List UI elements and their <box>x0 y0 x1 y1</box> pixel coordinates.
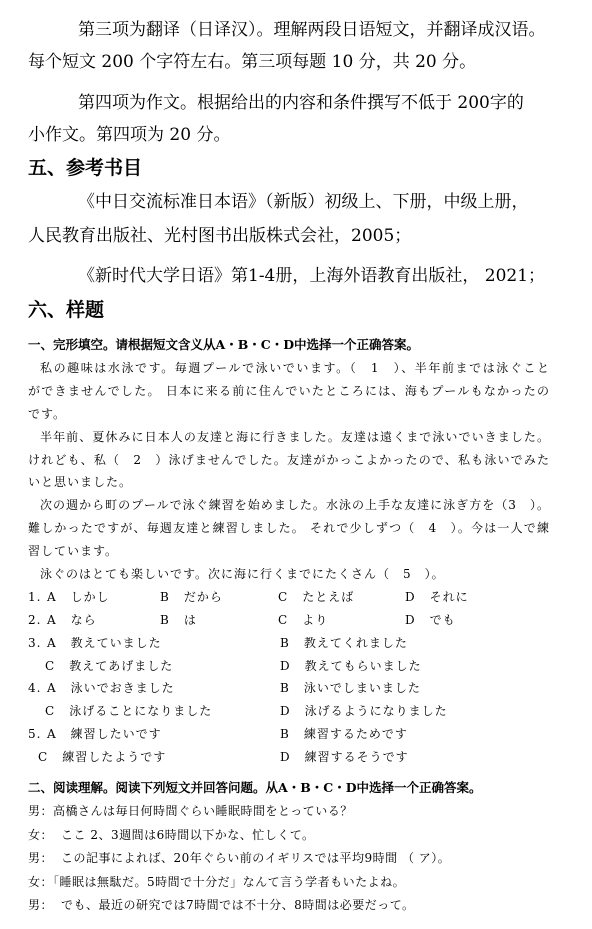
option-d <box>280 746 409 769</box>
references-section <box>0 151 592 293</box>
dialogue-line <box>0 824 592 848</box>
option-a <box>47 586 110 609</box>
passage-line: 私の趣味は水泳です。毎週プールで泳いでいます。（ 1 ）、半年前までは泳ぐこと <box>40 361 550 375</box>
option-letter: D <box>280 750 291 765</box>
question-instruction: 一、完形填空。请根据短文含义从A・B・C・D中选择一个正确答案。 <box>28 337 420 352</box>
option-letter: D <box>280 658 291 673</box>
paragraph-line: 小作文。第四项为 20 分。 <box>28 125 231 145</box>
option-c <box>278 586 354 609</box>
option-text: 泳いでしまいました <box>303 681 421 696</box>
option-text: たとえば <box>302 589 355 604</box>
reference-line: 《中日交流标准日本语》（新版）初级上、下册，中级上册， <box>78 192 529 212</box>
option-text: 教えてくれました <box>303 635 408 650</box>
question-number: 3. <box>28 635 42 650</box>
question-number: 1. <box>28 589 42 604</box>
dialogue-line <box>0 894 592 918</box>
option-letter: D <box>405 612 416 627</box>
reading-section <box>0 769 592 918</box>
option-text: しかし <box>70 589 110 604</box>
option-d <box>405 586 469 609</box>
option-b <box>160 586 223 609</box>
passage-line: 泳ぐのはとても楽しいです。次に海に行くまでにたくさん（ 5 ）。 <box>40 567 445 582</box>
option-text: 泳げることになりました <box>69 704 213 719</box>
option-text: より <box>302 612 329 627</box>
cloze-passage <box>0 357 592 586</box>
passage-line: 半年前、夏休みに日本人の友達と海に行きました。友達は遠くまで泳いでいきました。 <box>40 429 550 444</box>
passage-line: 習しています。 <box>28 544 119 559</box>
option-text: 教えてあげました <box>69 658 174 673</box>
dialogue-text: ここ 2、3週間は6時間以下かな、忙しくて。 <box>61 827 315 842</box>
option-a <box>47 677 175 700</box>
question-5-options-row-1 <box>0 723 592 746</box>
passage-line: 難しかったですが、毎週友達と練習しました。 それで少しずつ（ 4 ）。今は一人で練 <box>28 521 550 536</box>
speaker-label: 男： <box>28 804 54 819</box>
speaker-label: 男： <box>28 851 54 866</box>
option-c <box>45 655 173 678</box>
dialogue-text: この記事によれば、20年ぐらい前のイギリスでは平均9時間 （ ア）。 <box>61 851 451 866</box>
reference-line: 人民教育出版社、光村图书出版株式会社，2005； <box>28 226 412 246</box>
option-text: だから <box>183 589 223 604</box>
passage-line: ができませんでした。 日本に来る前に住んでいたところには、海もプールもなかったの <box>28 383 550 398</box>
dialogue-line <box>0 847 592 871</box>
spacer <box>0 78 592 87</box>
option-letter: C <box>45 704 56 719</box>
option-text: 練習するためです <box>303 727 408 742</box>
question-number: 2. <box>28 612 42 627</box>
passage-line: けれども、私（ 2 ）泳げませんでした。友達がかっこよかったので、私も泳いでみた <box>28 452 550 467</box>
option-b <box>280 677 421 700</box>
option-text: 泳いでおきました <box>70 681 175 696</box>
option-text: は <box>183 612 197 627</box>
option-text: なら <box>70 612 97 627</box>
speaker-label: 女： <box>28 874 54 889</box>
option-letter: A <box>47 635 57 650</box>
option-d <box>405 609 456 632</box>
question-5-options-row-2 <box>0 746 592 769</box>
option-letter: D <box>280 704 291 719</box>
exam-format-section <box>0 14 592 151</box>
option-d <box>280 700 448 723</box>
option-letter: B <box>280 635 290 650</box>
option-text: 教えてもらいました <box>304 658 422 673</box>
option-b <box>280 632 408 655</box>
passage-line: いと思いました。 <box>28 475 133 490</box>
speaker-label: 男： <box>28 898 54 913</box>
question-4-options-row-1 <box>0 677 592 700</box>
option-a <box>47 632 162 655</box>
passage-line: です。 <box>28 406 67 421</box>
dialogue <box>0 800 592 918</box>
paragraph-line: 第三项为翻译（日译汉）。理解两段日语短文，并翻译成汉语。 <box>78 20 546 40</box>
option-letter: C <box>278 612 289 627</box>
section-heading: 五、参考书目 <box>28 157 143 179</box>
option-text: 練習したいです <box>70 727 162 742</box>
dialogue-line <box>0 871 592 895</box>
cloze-section <box>0 327 592 769</box>
spacer <box>0 769 592 776</box>
option-text: でも <box>429 612 456 627</box>
sample-questions-section <box>0 293 592 918</box>
option-letter: A <box>47 589 57 604</box>
dialogue-text: 「睡眠は無駄だ。5時間で十分だ」なんて言う学者もいたよね。 <box>53 874 406 889</box>
paragraph-line: 每个短文 200 个字符左右。第三项每题 10 分，共 20 分。 <box>28 52 477 72</box>
question-1-options <box>0 586 592 609</box>
option-letter: B <box>280 681 290 696</box>
paragraph-line: 第四项为作文。根据给出的内容和条件撰写不低于 200字的 <box>78 93 524 113</box>
option-a <box>47 609 97 632</box>
option-letter: A <box>47 727 57 742</box>
option-a <box>47 723 162 746</box>
option-text: それに <box>429 589 469 604</box>
option-b <box>160 609 197 632</box>
section-heading: 六、样题 <box>28 299 105 321</box>
dialogue-text: でも、最近の研究では7時間では不十分、8時間は必要だって。 <box>61 898 415 913</box>
option-c <box>278 609 328 632</box>
answer-options <box>0 586 592 769</box>
passage-line: 次の週から町のプールで泳ぐ練習を始めました。水泳の上手な友達に泳ぎ方を（3 ）。 <box>40 498 550 513</box>
question-3-options-row-2 <box>0 655 592 678</box>
reference-line: 《新时代大学日语》第1-4册，上海外语教育出版社， 2021； <box>78 266 546 286</box>
option-letter: C <box>278 589 289 604</box>
question-number: 5. <box>28 727 42 742</box>
option-c <box>45 700 212 723</box>
option-letter: A <box>47 681 57 696</box>
option-text: 練習するそうです <box>304 750 409 765</box>
option-letter: D <box>405 589 416 604</box>
option-letter: B <box>280 727 290 742</box>
question-instruction: 二、阅读理解。阅读下列短文并回答问题。从A・B・C・D中选择一个正确答案。 <box>28 780 482 796</box>
option-letter: C <box>45 658 56 673</box>
option-c <box>38 746 166 769</box>
option-b <box>280 723 408 746</box>
option-text: 練習したようです <box>62 750 167 765</box>
option-letter: B <box>160 589 170 604</box>
dialogue-line <box>0 800 592 824</box>
speaker-label: 女： <box>28 827 54 842</box>
option-text: 教えていました <box>70 635 162 650</box>
option-letter: C <box>38 750 49 765</box>
option-letter: A <box>47 612 57 627</box>
option-text: 泳げるようになりました <box>304 704 448 719</box>
question-number: 4. <box>28 681 42 696</box>
question-4-options-row-2 <box>0 700 592 723</box>
option-letter: B <box>160 612 170 627</box>
dialogue-text: 高橋さんは毎日何時間ぐらい睡眠時間をとっている？ <box>53 804 353 819</box>
question-3-options-row-1 <box>0 632 592 655</box>
option-d <box>280 655 422 678</box>
question-2-options <box>0 609 592 632</box>
